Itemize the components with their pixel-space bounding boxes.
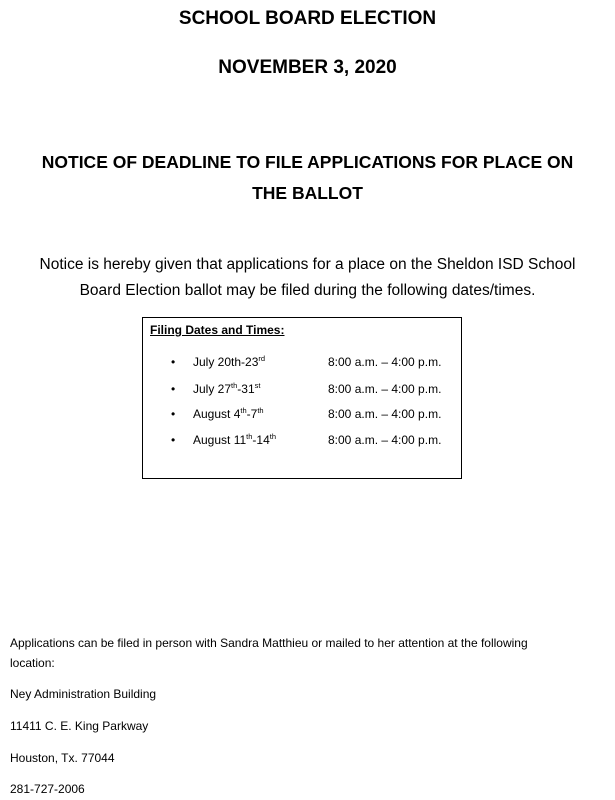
filing-date: July 20th-23rd <box>193 354 266 369</box>
filing-row <box>143 382 461 400</box>
bullet-icon: • <box>171 407 176 421</box>
filing-time: 8:00 a.m. – 4:00 p.m. <box>328 382 442 396</box>
footer-applications-line-2: location: <box>10 656 55 670</box>
filing-dates-header: Filing Dates and Times: <box>150 323 285 337</box>
footer-building: Ney Administration Building <box>10 687 157 701</box>
notice-title-line-2: THE BALLOT <box>252 183 363 203</box>
notice-title-line-1: NOTICE OF DEADLINE TO FILE APPLICATIONS FOR PLACE ON <box>41 152 574 172</box>
filing-row <box>143 407 461 425</box>
footer-street: 11411 C. E. King Parkway <box>10 719 149 733</box>
filing-row <box>143 355 461 373</box>
filing-date: August 4th-7th <box>193 406 264 421</box>
filing-time: 8:00 a.m. – 4:00 p.m. <box>328 407 442 421</box>
election-date: NOVEMBER 3, 2020 <box>218 57 397 78</box>
footer-phone: 281-727-2006 <box>10 782 85 796</box>
intro-line-1: Notice is hereby given that applications for a place on the Sheldon ISD School <box>39 256 576 273</box>
bullet-icon: • <box>171 355 176 369</box>
bullet-icon: • <box>171 382 176 396</box>
bullet-icon: • <box>171 433 176 447</box>
filing-date: July 27th-31st <box>193 381 261 396</box>
intro-line-2: Board Election ballot may be filed during the following dates/times. <box>79 282 536 299</box>
page-title: SCHOOL BOARD ELECTION <box>178 8 437 29</box>
filing-time: 8:00 a.m. – 4:00 p.m. <box>328 433 442 447</box>
filing-date: August 11th-14th <box>193 432 277 447</box>
filing-dates-box <box>142 317 462 479</box>
filing-time: 8:00 a.m. – 4:00 p.m. <box>328 355 442 369</box>
filing-row <box>143 433 461 451</box>
footer-city: Houston, Tx. 77044 <box>10 751 115 765</box>
footer-applications-line-1: Applications can be filed in person with Sandra Matthieu or mailed to her attention at the following <box>10 636 528 650</box>
